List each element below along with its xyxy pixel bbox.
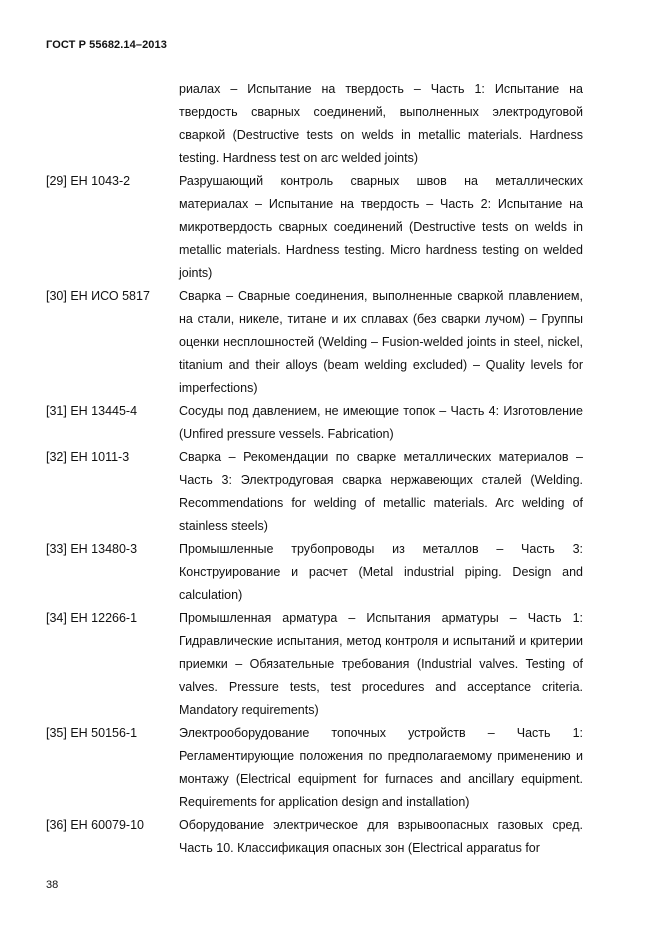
entry-text: Разрушающий контроль сварных швов на металлических материалах – Испытание на твердость – Часть 2: Испытание на микротвердость сварных соединений (Destructive tests on welds in metallic materials. Hardness testing. Micro hardness testing on welded joints): [179, 174, 583, 280]
entry-text: Сосуды под давлением, не имеющие топок – Часть 4: Изготовление (Unfired pressure vessels. Fabrication): [179, 404, 583, 441]
entry-text: риалах – Испытание на твердость – Часть 1: Испытание на твердость сварных соединений, выполненных электродуговой сваркой (Destructive tests on welds in metallic materials. Hardness testing. Hardness test on arc welded joints): [179, 82, 583, 165]
entry-text: Сварка – Рекомендации по сварке металлических материалов – Часть 3: Электродуговая сварка нержавеющих сталей (Welding. Recommendations for welding of metallic materials. Arc welding of stainless steels): [179, 450, 583, 533]
entry-text: Промышленные трубопроводы из металлов – Часть 3: Конструирование и расчет (Metal industrial piping. Design and calculation): [179, 542, 583, 602]
bibliography-entry: [46, 285, 583, 400]
bibliography-list: [46, 78, 583, 860]
entry-reference: [31] ЕН 13445-4: [46, 404, 138, 418]
entry-text: Сварка – Сварные соединения, выполненные сваркой плавлением, на стали, никеле, титане и их сплавах (без сварки лучом) – Группы оценки несплошностей (Welding – Fusion-welded joints in steel, nickel, titanium and their alloys (beam welding excluded) – Quality levels for imperfections): [179, 289, 583, 395]
entry-text: Промышленная арматура – Испытания арматуры – Часть 1: Гидравлические испытания, метод контроля и испытаний и критерии приемки – Обязательные требования (Industrial valves. Testing of valves. Pressure tests, test procedures and acceptance criteria. Mandatory requirements): [179, 611, 583, 717]
entry-text: Электрооборудование топочных устройств – Часть 1: Регламентирующие положения по предполагаемому применению и монтажу (Electrical equipment for furnaces and ancillary equipment. Requirements for application design and installation): [179, 726, 583, 809]
entry-reference: [29] ЕН 1043-2: [46, 174, 131, 188]
bibliography-entry: [46, 170, 583, 285]
entry-reference: [33] ЕН 13480-3: [46, 542, 138, 556]
bibliography-entry: [46, 78, 583, 170]
bibliography-entry: [46, 446, 583, 538]
entry-reference: [34] ЕН 12266-1: [46, 611, 138, 625]
page-number: 38: [46, 879, 59, 891]
bibliography-entry: [46, 400, 583, 446]
entry-reference: [35] ЕН 50156-1: [46, 726, 138, 740]
bibliography-entry: [46, 814, 583, 860]
entry-reference: [36] ЕН 60079-10: [46, 818, 144, 832]
page-header: ГОСТ Р 55682.14–2013: [46, 39, 167, 51]
entry-reference: [32] ЕН 1011-3: [46, 450, 130, 464]
entry-text: Оборудование электрическое для взрывоопасных газовых сред. Часть 10. Классификация опасных зон (Electrical apparatus for: [179, 818, 583, 855]
bibliography-entry: [46, 607, 583, 722]
bibliography-entry: [46, 538, 583, 607]
entry-reference: [30] ЕН ИСО 5817: [46, 289, 150, 303]
bibliography-entry: [46, 722, 583, 814]
